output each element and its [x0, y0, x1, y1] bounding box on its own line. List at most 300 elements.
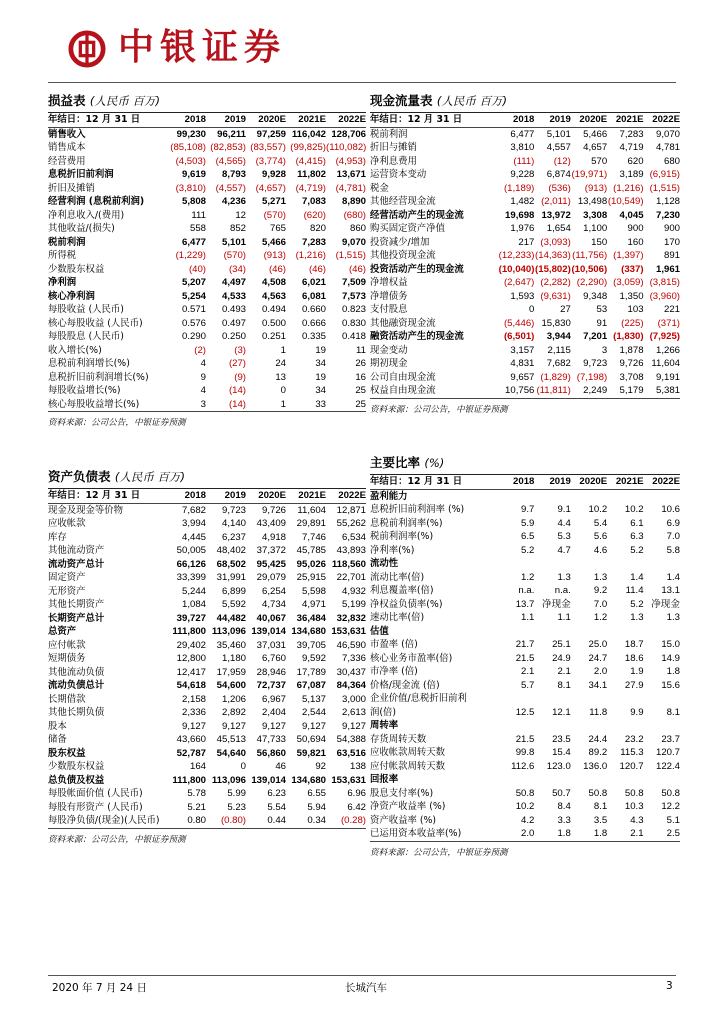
table-row: [48, 706, 366, 720]
cell-value: 900: [663, 223, 680, 234]
table-row: [48, 801, 366, 815]
cell-value: 852: [229, 223, 246, 234]
balance-sheet-panel: [48, 466, 366, 847]
cell-value: 891: [663, 250, 680, 261]
cell-value: 120.7: [655, 747, 680, 758]
cell-value: 0.830: [341, 317, 366, 329]
column-header-year: 2022E: [326, 113, 366, 127]
cell-value: 72,737: [256, 680, 286, 691]
cell-value: 5.9: [521, 517, 535, 529]
row-label: 购买固定资产净值: [370, 223, 446, 234]
cell-value: 1.3: [593, 571, 608, 583]
cell-value: (1,397): [613, 250, 644, 261]
cell-value: (1,216): [613, 182, 644, 194]
cell-value: 13,498: [577, 196, 608, 207]
table-row: [370, 517, 680, 531]
cell-value: 0.576: [181, 317, 206, 329]
cell-value: 4: [200, 385, 206, 396]
cell-value: 1.3: [557, 571, 571, 583]
cell-value: 4.2: [521, 814, 535, 826]
row-label: 少数股东权益: [48, 263, 105, 275]
cell-value: 6,254: [261, 585, 286, 597]
cell-value: 50.8: [515, 787, 535, 799]
row-label: 库存: [48, 531, 67, 543]
cell-value: 9.1: [557, 504, 571, 515]
cell-value: 39,705: [296, 639, 326, 651]
cell-value: 21.5: [515, 652, 535, 664]
footer-rule: [48, 975, 676, 976]
cell-value: [498, 489, 534, 503]
cell-value: 4,445: [181, 531, 206, 543]
cell-value: 45,785: [296, 545, 326, 556]
cell-value: (7,925): [649, 331, 680, 342]
balance-title: [48, 466, 366, 489]
cell-value: 13,972: [541, 209, 571, 221]
table-row: [48, 330, 366, 344]
cell-value: 26: [355, 358, 366, 369]
cell-value: (536): [548, 182, 571, 194]
column-header-year: 2019: [534, 113, 570, 127]
cell-value: 0.660: [301, 304, 326, 315]
table-row: [48, 774, 366, 788]
table-row: [48, 760, 366, 774]
cell-value: [534, 489, 570, 503]
cell-value: 1,206: [221, 693, 246, 705]
cell-value: 11,604: [651, 358, 680, 369]
row-label: 应收帐款周转天数: [370, 747, 446, 758]
row-label: 其他流动资产: [48, 545, 105, 556]
cell-value: 67,087: [296, 680, 326, 691]
cell-value: (3,960): [649, 290, 680, 302]
cell-value: 6,081: [301, 290, 326, 302]
balance-source-note: 资料来源：公司公告，中银证券预测: [48, 834, 186, 845]
cell-value: 680: [663, 155, 680, 167]
cell-value: 9,723: [221, 504, 246, 516]
cell-value: 111,800: [172, 626, 206, 637]
cell-value: 15.0: [661, 639, 680, 650]
cell-value: [607, 625, 643, 639]
cell-value: 9,592: [301, 653, 326, 664]
cell-value: (83,557): [250, 142, 286, 153]
cell-value: 4,781: [655, 142, 680, 153]
cell-value: 7,746: [301, 531, 326, 543]
cell-value: 54,388: [336, 734, 366, 745]
cashflow-title-text: 现金流量表: [370, 93, 433, 108]
row-label: 期初现金: [370, 358, 408, 369]
cell-value: (3,810): [175, 182, 206, 194]
cell-value: 31,991: [216, 572, 246, 583]
cell-value: (337): [621, 263, 644, 275]
row-label: 折旧与摊销: [370, 142, 417, 153]
cell-value: 6.23: [267, 788, 286, 799]
table-row: [370, 611, 680, 625]
row-label: 收入增长(%): [48, 344, 102, 356]
cell-value: 0.500: [261, 317, 286, 329]
table-row: [48, 503, 366, 517]
cell-value: 0.80: [166, 814, 206, 828]
cell-value: (14,363): [535, 250, 571, 261]
row-label: 净利息收入/(费用): [48, 209, 125, 221]
row-label: 应收帐款: [48, 518, 86, 529]
table-row: [370, 503, 680, 517]
table-row: [48, 398, 366, 412]
cell-value: 14.9: [661, 652, 680, 664]
cell-value: 4,719: [619, 142, 644, 153]
table-row: [370, 827, 680, 841]
cell-value: 1,593: [510, 290, 535, 302]
cell-value: 7,682: [546, 358, 571, 369]
table-row: [370, 182, 680, 196]
cell-value: 0.823: [341, 304, 366, 315]
cell-value: 89.2: [588, 747, 608, 758]
cell-value: 24.9: [552, 652, 571, 664]
table-row: [48, 276, 366, 290]
cell-value: 12.5: [515, 706, 535, 718]
row-label: 其他投资现金流: [370, 250, 436, 261]
row-label: 储备: [48, 734, 67, 745]
balance-title-unit: (人民币 百万): [114, 470, 186, 484]
cell-value: (111): [513, 155, 535, 167]
cell-value: 136.0: [583, 760, 608, 772]
cell-value: (11,756): [572, 250, 608, 261]
cell-value: 35,460: [216, 639, 246, 651]
cell-value: 7.0: [666, 531, 680, 542]
cell-value: 115.3: [620, 747, 644, 758]
income-title-unit: (人民币 百万): [89, 94, 161, 108]
cell-value: 10.6: [661, 504, 680, 515]
cell-value: 0.250: [221, 331, 246, 342]
row-label: 税前利润率(%): [370, 531, 434, 542]
cell-value: (371): [657, 317, 680, 329]
cell-value: [498, 625, 534, 639]
cell-value: (1,216): [295, 250, 326, 261]
section-heading-row: [370, 489, 680, 503]
row-label: 核心每股收益 (人民币): [48, 317, 143, 329]
row-label: 税前利润: [370, 128, 408, 140]
cell-value: 4.7: [557, 544, 571, 556]
row-label: 少数股东权益: [48, 761, 105, 772]
row-label: 总负债及权益: [48, 774, 105, 786]
cell-value: 9,127: [341, 720, 366, 732]
cell-value: 5,466: [583, 128, 608, 140]
row-label: 净利率(%): [370, 544, 415, 556]
table-row: [48, 747, 366, 761]
cell-value: 1: [246, 398, 286, 412]
column-header-year: 2022E: [644, 113, 680, 127]
cell-value: (4,781): [335, 182, 366, 194]
cell-value: 5,101: [546, 128, 571, 140]
cell-value: 12.2: [661, 801, 680, 812]
cell-value: 111,800: [172, 774, 206, 786]
row-label: 回报率: [370, 774, 399, 785]
cell-value: (99,825): [290, 142, 326, 153]
cell-value: 5,466: [261, 236, 286, 248]
row-label: 应付帐款周转天数: [370, 760, 446, 772]
table-row: [370, 814, 680, 828]
table-row: [370, 665, 680, 679]
table-row: [370, 638, 680, 652]
cell-value: 3.3: [557, 814, 571, 826]
cell-value: 8,793: [221, 169, 246, 180]
column-header-label: 年结日：12 月 31 日: [48, 489, 166, 503]
cell-value: (2,647): [503, 277, 535, 288]
row-label: 投资活动产生的现金流: [370, 263, 464, 275]
row-label: 股本: [48, 720, 67, 732]
table-row: [370, 787, 680, 801]
row-label: 盈利能力: [370, 490, 408, 502]
cell-value: [607, 719, 643, 733]
cell-value: 6.42: [347, 801, 366, 813]
income-table: [48, 113, 366, 412]
cell-value: 8.1: [666, 706, 680, 718]
cell-value: 111: [191, 209, 206, 221]
cell-value: 0.494: [261, 304, 286, 315]
cell-value: 217: [518, 236, 535, 248]
cell-value: 34: [315, 385, 326, 396]
row-label: 净利息费用: [370, 155, 417, 167]
table-row: [48, 693, 366, 707]
cell-value: 6.5: [521, 531, 535, 542]
row-label: 税金: [370, 182, 389, 194]
cell-value: 27: [560, 304, 571, 315]
cell-value: 净现金: [542, 598, 571, 610]
row-label: 固定资产: [48, 572, 86, 583]
cell-value: 22,701: [336, 572, 366, 583]
cell-value: 50.8: [624, 787, 644, 799]
cell-value: 36,484: [296, 612, 326, 624]
table-row: [48, 585, 366, 599]
cell-value: (1,515): [335, 250, 366, 261]
column-header-year: 2021E: [607, 475, 643, 489]
cell-value: 7,283: [301, 236, 326, 248]
cell-value: 92: [315, 761, 326, 772]
cell-value: 84,364: [336, 680, 366, 691]
cell-value: 4,831: [510, 358, 535, 369]
income-source-note: 资料来源：公司公告，中银证券预测: [48, 418, 186, 428]
cell-value: 11,802: [297, 169, 326, 180]
table-row: [370, 584, 680, 598]
footer-page-number: 3: [666, 980, 673, 992]
row-label: 市盈率 (倍): [370, 639, 418, 650]
cell-value: [534, 773, 570, 787]
cell-value: 55,262: [336, 518, 366, 529]
row-label: 核心每股收益增长(%): [48, 398, 166, 412]
income-title-text: 损益表: [48, 93, 86, 108]
cell-value: 19,698: [505, 209, 535, 221]
cell-value: 0.418: [341, 331, 366, 342]
cell-value: 43,893: [336, 545, 366, 556]
cell-value: (2,011): [541, 196, 571, 207]
cell-value: [534, 719, 570, 733]
cell-value: (46): [308, 263, 326, 275]
cell-value: 54,640: [216, 747, 246, 759]
row-label: 其他融资现金流: [370, 317, 436, 329]
cell-value: 5.21: [187, 801, 206, 813]
row-label: 公司自由现金流: [370, 371, 436, 383]
table-row: [48, 666, 366, 680]
cell-value: (9,631): [540, 290, 571, 302]
cell-value: 118,560: [331, 558, 366, 570]
cell-value: 5.4: [593, 517, 608, 529]
cell-value: 7,230: [655, 209, 680, 221]
cell-value: 3,308: [583, 209, 608, 221]
column-header-year: 2019: [534, 475, 570, 489]
balance-table: [48, 489, 366, 829]
cell-value: (0.80): [206, 814, 246, 828]
cell-value: 25: [355, 385, 366, 396]
cell-value: 1.1: [521, 612, 535, 623]
cell-value: 113,096: [211, 774, 246, 786]
cell-value: n.a.: [554, 585, 571, 596]
cell-value: 2,115: [547, 344, 571, 356]
cell-value: 10.2: [624, 504, 644, 515]
cell-value: [571, 692, 607, 706]
footer-company: 长城汽车: [345, 982, 387, 994]
cell-value: 1.4: [630, 571, 644, 583]
table-row: [48, 141, 366, 155]
cell-value: (913): [584, 182, 608, 194]
cell-value: 120.7: [619, 760, 644, 772]
column-header-year: 2020E: [246, 113, 286, 127]
cell-value: 5.7: [521, 679, 535, 691]
cell-value: 138: [349, 761, 366, 772]
cell-value: 19: [315, 344, 326, 356]
cell-value: 4,971: [301, 599, 326, 610]
cell-value: 0.493: [221, 304, 246, 315]
cell-value: [607, 773, 643, 787]
cell-value: (4,557): [215, 182, 246, 194]
row-label: 投资减少/增加: [370, 236, 430, 248]
column-header-year: 2020E: [246, 489, 286, 503]
cell-value: (15,802): [535, 263, 571, 275]
cashflow-title-unit: (人民币 百万): [436, 94, 508, 108]
income-statement-panel: [48, 90, 366, 430]
cell-value: 5.99: [227, 788, 246, 799]
cell-value: 4.6: [593, 544, 608, 556]
cell-value: 1: [280, 344, 286, 356]
cell-value: (570): [263, 209, 286, 221]
cell-value: 37,031: [256, 639, 286, 651]
row-label: 经营利润 (息税前利润): [48, 196, 145, 207]
cell-value: 2,892: [221, 707, 246, 718]
row-label: 其他收益/(损失): [48, 223, 115, 234]
row-label: 融资活动产生的现金流: [370, 331, 464, 342]
row-label: 净利润: [48, 277, 77, 288]
cell-value: (1,829): [540, 371, 571, 383]
cell-value: 33,399: [176, 572, 206, 583]
cell-value: 34.1: [588, 679, 608, 691]
cell-value: 45,513: [216, 734, 246, 745]
cell-value: 9,726: [261, 504, 286, 516]
cell-value: 6.3: [630, 531, 644, 542]
column-header-label: 年结日：12 月 31 日: [370, 475, 498, 489]
cell-value: 1,976: [510, 223, 535, 234]
row-label: 股东权益: [48, 747, 86, 759]
cell-value: 29,402: [176, 639, 206, 651]
row-label: 核心业务市盈率(倍): [370, 652, 453, 664]
table-header-row: [48, 113, 366, 127]
table-row: [48, 733, 366, 747]
table-row: [370, 276, 680, 290]
cell-value: 8,890: [341, 196, 366, 207]
ratios-table: [370, 475, 680, 842]
cell-value: 6.9: [666, 517, 680, 529]
cell-value: (14): [206, 398, 246, 412]
cell-value: 46,590: [336, 639, 366, 651]
row-label: 经营活动产生的现金流: [370, 209, 464, 221]
cell-value: 139,014: [251, 626, 286, 637]
cell-value: 1,654: [546, 223, 571, 234]
row-label: 经营费用: [48, 155, 86, 167]
row-label: 市净率 (倍): [370, 666, 418, 677]
cell-value: 4,497: [221, 277, 246, 288]
cell-value: 50.8: [661, 787, 680, 799]
ratios-title: [370, 452, 680, 475]
cell-value: 5.78: [187, 788, 206, 799]
cell-value: 15.4: [552, 747, 571, 758]
cell-value: 1,961: [655, 263, 680, 275]
row-label: 其他流动负债: [48, 666, 105, 678]
row-label: 周转率: [370, 720, 399, 731]
row-label: 流动性: [370, 558, 399, 569]
column-header-year: 2021E: [286, 113, 326, 127]
row-label: 流动比率(倍): [370, 571, 425, 583]
cell-value: [571, 557, 607, 571]
cell-value: 7,682: [181, 504, 206, 516]
ratios-title-text: 主要比率: [370, 455, 421, 470]
cell-value: (6,501): [503, 331, 535, 342]
cell-value: (3,093): [540, 236, 571, 248]
cell-value: 13: [275, 371, 286, 383]
cell-value: 620: [627, 155, 644, 167]
cell-value: (19,971): [571, 169, 608, 180]
table-row: [48, 371, 366, 385]
cell-value: 1,482: [510, 196, 535, 207]
cell-value: 34: [315, 358, 326, 369]
row-label: 净资产收益率 (%): [370, 801, 446, 812]
cell-value: 6,899: [221, 585, 246, 597]
table-row: [48, 787, 366, 801]
cell-value: 1.1: [557, 612, 571, 623]
cell-value: 153,631: [331, 774, 366, 786]
cell-value: (225): [621, 317, 644, 329]
cell-value: (0.28): [326, 814, 366, 828]
row-label: 息税折旧前利润增长(%): [48, 371, 149, 383]
cell-value: 3,189: [619, 169, 644, 180]
table-row: [48, 571, 366, 585]
cell-value: 32,832: [336, 612, 366, 624]
row-label: 折旧及摊销: [48, 182, 95, 194]
cell-value: 21.5: [515, 733, 535, 745]
table-row: [48, 155, 366, 169]
cell-value: 1,128: [655, 196, 680, 207]
cell-value: (10,549): [607, 196, 644, 207]
cell-value: 91: [596, 317, 608, 329]
cell-value: 99,230: [176, 128, 206, 140]
table-row: [370, 303, 680, 317]
cell-value: 0.251: [261, 331, 286, 342]
row-label: 息税前利润率(%): [370, 517, 443, 529]
row-label: 其他经营现金流: [370, 196, 436, 207]
table-row: [48, 625, 366, 639]
cell-value: 0: [529, 304, 535, 315]
cell-value: 153,631: [331, 626, 366, 637]
row-label: 其他长期负债: [48, 707, 105, 718]
cell-value: (4,719): [295, 182, 326, 194]
cell-value: 9,127: [301, 720, 326, 732]
cell-value: 2,249: [571, 384, 607, 398]
cell-value: [571, 625, 607, 639]
